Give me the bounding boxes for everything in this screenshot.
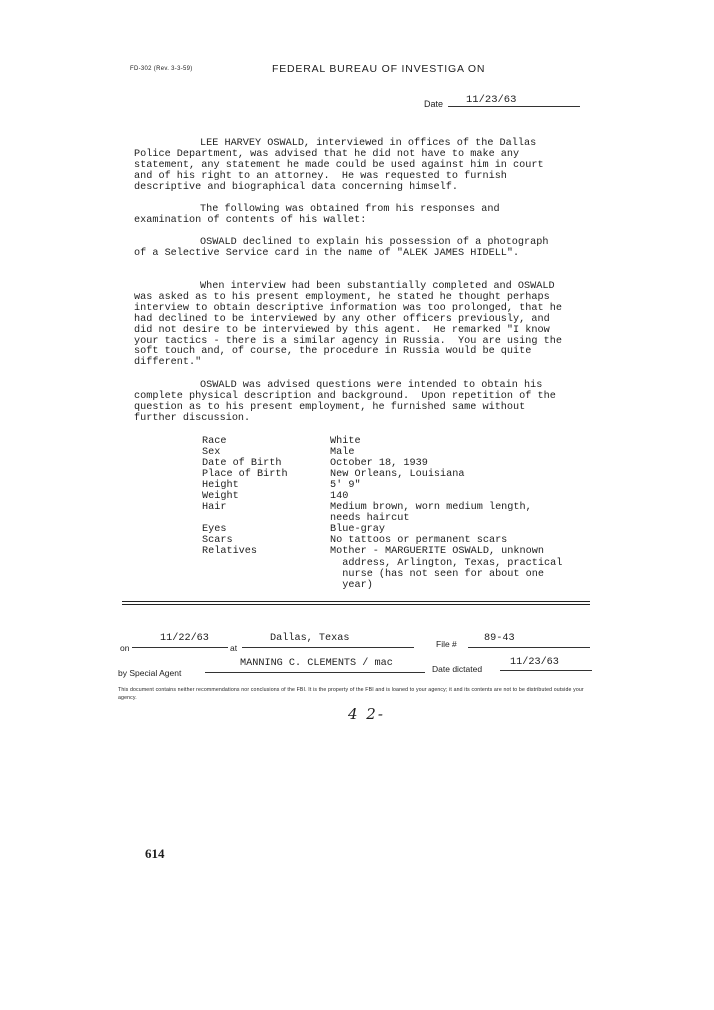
on-label: on (120, 643, 130, 653)
weight-label: Weight (202, 491, 239, 503)
page-number: 614 (145, 846, 165, 861)
date-value: 11/23/63 (466, 94, 517, 106)
separator-rule (122, 601, 590, 602)
dob-value: October 18, 1939 (330, 458, 428, 470)
sex-label: Sex (202, 447, 221, 459)
dictated-date-value: 11/23/63 (510, 657, 559, 668)
description-row (202, 546, 590, 590)
eyes-label: Eyes (202, 524, 227, 536)
description-row (202, 491, 590, 502)
paragraph-physical-description: OSWALD was advised questions were intended to obtain his complete physical description and background. Upon repetition of the question as to his present employment, he furnished same without further discussion. (134, 380, 562, 424)
hair-label: Hair (202, 502, 227, 514)
description-row (202, 469, 590, 480)
date-label: Date (424, 99, 444, 109)
scars-label: Scars (202, 535, 233, 547)
dob-label: Date of Birth (202, 458, 282, 470)
disclaimer-text: This document contains neither recommendations nor conclusions of the FBI. It is the property of the FBI and is loaned to your agency; it and its contents are not to be distributed outside your agency. (118, 687, 584, 701)
description-row (202, 535, 590, 546)
agent-underline (205, 672, 425, 673)
file-number-value: 89-43 (484, 633, 515, 644)
location-underline (242, 647, 414, 648)
relatives-value: Mother - MARGUERITE OSWALD, unknown address, Arlington, Texas, practical nurse (has not seen for about one year) (330, 546, 563, 591)
separator-rule-double (122, 604, 590, 605)
location-value: Dallas, Texas (270, 633, 350, 644)
interview-date-value: 11/22/63 (160, 633, 209, 644)
weight-value: 140 (330, 491, 349, 503)
birthplace-value: New Orleans, Louisiana (330, 469, 465, 481)
description-row (202, 458, 590, 469)
race-value: White (330, 436, 361, 447)
interview-date-underline (132, 647, 228, 648)
agent-label: by Special Agent (118, 668, 182, 678)
agency-header: FEDERAL BUREAU OF INVESTIGA ON (272, 63, 486, 75)
eyes-value: Blue-gray (330, 524, 386, 536)
paragraph-wallet-contents: The following was obtained from his responses and examination of contents of his wallet: (134, 204, 506, 226)
agent-value: MANNING C. CLEMENTS / mac (240, 658, 393, 669)
at-label: at (230, 643, 238, 653)
description-row (202, 436, 590, 447)
height-label: Height (202, 480, 239, 492)
paragraph-interview-advisement: LEE HARVEY OSWALD, interviewed in offices of the Dallas Police Department, was advised that he did not have to make any statement, any statement he made could be used against him in court and of his right to an attorney. He was requested to furnish descriptive and biographical data concerning himself. (134, 138, 550, 193)
physical-description-table (202, 436, 590, 591)
scars-value: No tattoos or permanent scars (330, 535, 508, 547)
hair-value: Medium brown, worn medium length, needs haircut (330, 502, 532, 525)
dictated-label: Date dictated (432, 664, 483, 674)
report-body (134, 0, 569, 430)
paragraph-selective-service-card: OSWALD declined to explain his possession of a photograph of a Selective Service card in the name of "ALEK JAMES HIDELL". (134, 237, 555, 259)
file-number-underline (468, 647, 590, 648)
description-row (202, 480, 590, 491)
height-value: 5' 9" (330, 480, 361, 492)
birthplace-label: Place of Birth (202, 469, 288, 481)
relatives-label: Relatives (202, 546, 258, 558)
file-label: File # (436, 639, 457, 649)
form-number: FD-302 (Rev. 3-3-59) (130, 66, 193, 72)
race-label: Race (202, 436, 227, 447)
dictated-date-underline (500, 670, 592, 671)
description-row (202, 447, 590, 458)
description-row (202, 502, 590, 524)
sex-value: Male (330, 447, 355, 459)
paragraph-employment-question: When interview had been substantially completed and OSWALD was asked as to his present employment, he stated he thought perhaps interview to obtain descriptive information was too prolonged, that he had declined to be interviewed by any other officers previously, and did not desire to be interviewed by this agent. He remarked "I know your tactics - there is a similar agency in Russia. You are using the soft touch and, of course, the procedure in Russia would be quite different." (134, 281, 569, 369)
description-row (202, 524, 590, 535)
handwritten-number: 4 2- (348, 705, 385, 723)
